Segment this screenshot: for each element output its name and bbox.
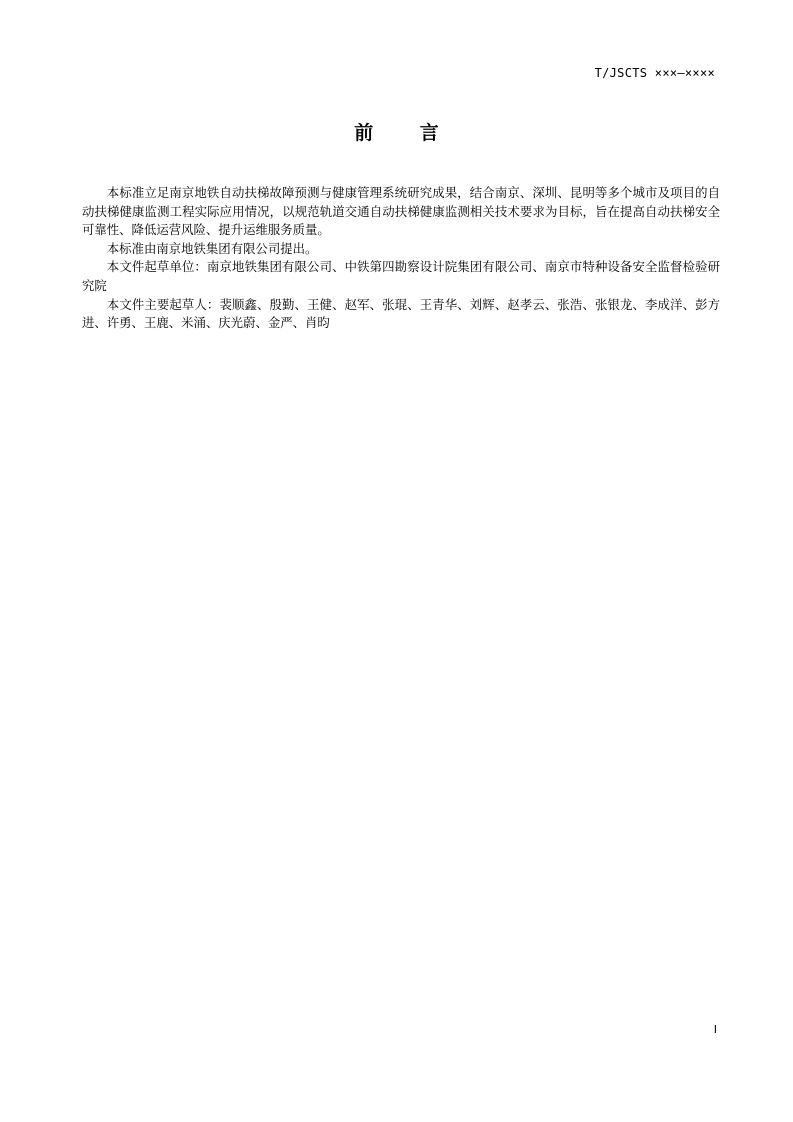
paragraph-proposer: 本标准由南京地铁集团有限公司提出。	[106, 240, 318, 256]
document-code: T/JSCTS ×××—××××	[594, 66, 715, 80]
page-title: 前 言	[354, 122, 459, 144]
paragraph-drafters: 本文件主要起草人：裴顺鑫、殷勤、王健、赵军、张琨、王青华、刘辉、赵孝云、张浩、张银龙、李成洋、彭方进、许勇、王鹿、米涌、庆光蔚、金严、肖昀	[82, 296, 720, 331]
page-number: I	[713, 1023, 717, 1036]
paragraph-purpose: 本标准立足南京地铁自动扶梯故障预测与健康管理系统研究成果，结合南京、深圳、昆明等多个城市及项目的自动扶梯健康监测工程实际应用情况，以规范轨道交通自动扶梯健康监测相关技术要求为目标，旨在提高自动扶梯安全可靠性、降低运营风险、提升运维服务质量。	[82, 185, 720, 238]
preface-body	[82, 184, 720, 333]
paragraph-drafting-units: 本文件起草单位：南京地铁集团有限公司、中铁第四勘察设计院集团有限公司、南京市特种设备安全监督检验研究院	[82, 259, 720, 293]
